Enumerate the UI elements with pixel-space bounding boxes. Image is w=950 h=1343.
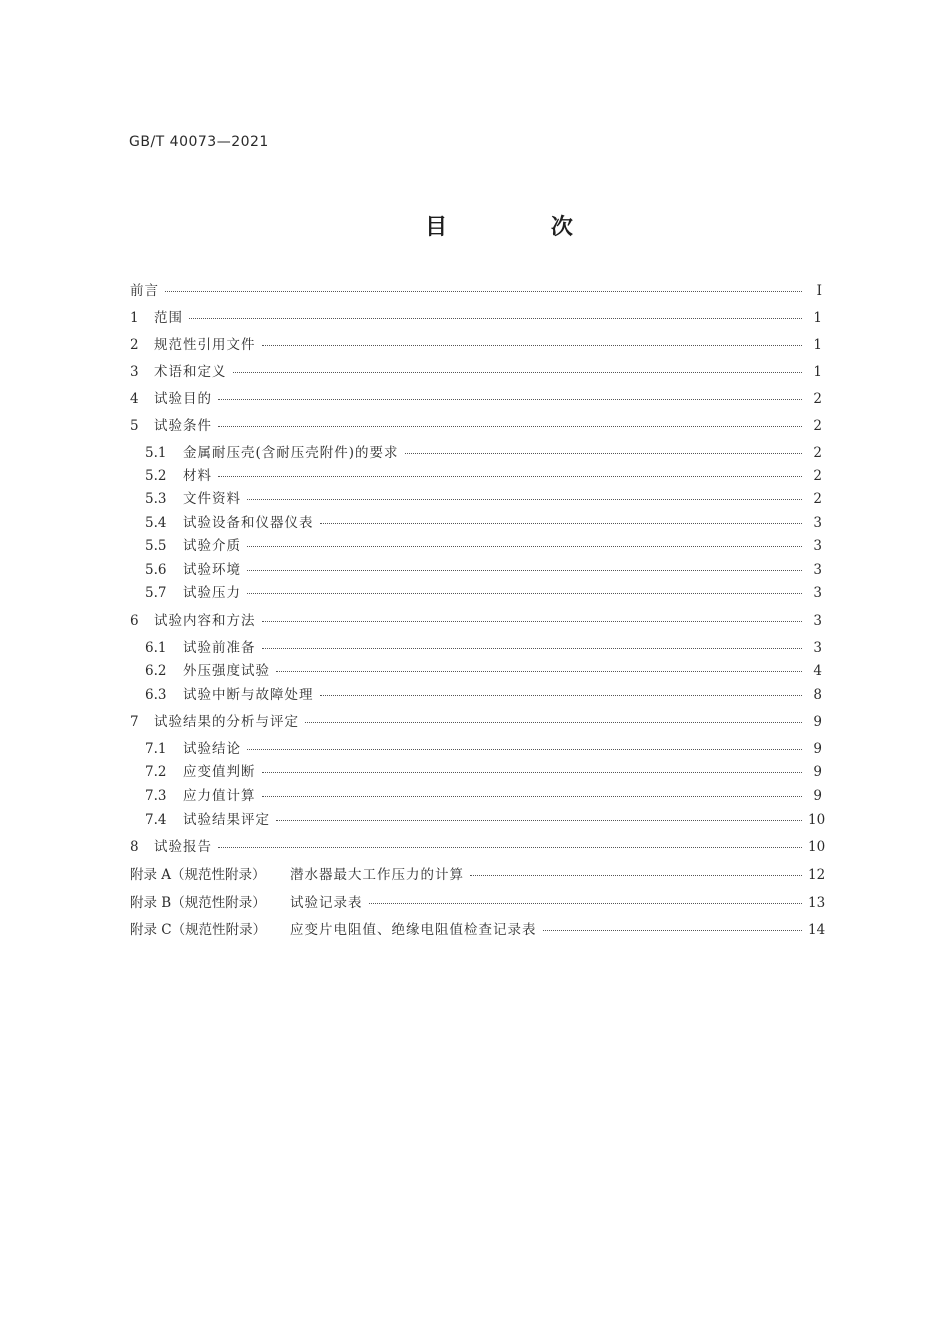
toc-entry-label: 试验中断与故障处理: [183, 687, 314, 703]
toc-entry-number: 7.4: [145, 812, 167, 828]
dot-leader: [543, 930, 803, 931]
toc-entry[interactable]: [130, 468, 822, 485]
dot-leader: [218, 399, 802, 400]
toc-entry-label: 术语和定义: [154, 364, 227, 380]
toc-entry-page: 10: [808, 839, 826, 855]
toc-entry[interactable]: [130, 764, 822, 781]
dot-leader: [218, 426, 802, 427]
table-of-contents: [130, 283, 826, 939]
dot-leader: [218, 847, 802, 848]
toc-entry-page: 1: [813, 364, 822, 380]
toc-entry-label: 试验前准备: [183, 640, 256, 656]
dot-leader: [276, 820, 802, 821]
toc-entry-page: 2: [813, 418, 822, 434]
toc-entry[interactable]: [130, 640, 822, 657]
toc-entry[interactable]: [130, 538, 822, 555]
toc-entry-number: 5.5: [145, 538, 167, 554]
toc-entry-page: 3: [813, 515, 822, 531]
toc-entry-page: 13: [808, 895, 826, 911]
dot-leader: [305, 722, 802, 723]
dot-leader: [233, 372, 803, 373]
toc-entry-number: 6: [130, 613, 139, 629]
toc-entry-page: 9: [813, 788, 822, 804]
dot-leader: [405, 453, 802, 454]
toc-entry-number: 7.3: [145, 788, 167, 804]
toc-entry[interactable]: [130, 445, 822, 462]
toc-entry-page: 3: [813, 538, 822, 554]
toc-entry-page: 3: [813, 562, 822, 578]
toc-entry-label: 试验压力: [183, 585, 241, 601]
toc-entry-label: 试验环境: [183, 562, 241, 578]
toc-entry-label: 文件资料: [183, 491, 241, 507]
page-title: 目 次: [425, 215, 621, 240]
toc-entry[interactable]: [130, 922, 826, 939]
toc-entry-label: 范围: [154, 310, 183, 326]
toc-entry[interactable]: [130, 515, 822, 532]
toc-entry-page: 3: [813, 640, 822, 656]
toc-entry-number: 附录 C（规范性附录）: [130, 922, 267, 938]
toc-entry-number: 8: [130, 839, 139, 855]
toc-entry-label: 前言: [130, 283, 159, 299]
toc-entry-page: 4: [813, 663, 822, 679]
dot-leader: [189, 318, 802, 319]
toc-entry[interactable]: [130, 562, 822, 579]
toc-entry-page: 2: [813, 491, 822, 507]
toc-entry-page: 1: [813, 337, 822, 353]
dot-leader: [262, 772, 803, 773]
toc-entry-label: 试验介质: [183, 538, 241, 554]
toc-entry[interactable]: [130, 867, 826, 884]
toc-entry-page: 10: [808, 812, 826, 828]
toc-entry[interactable]: [130, 364, 822, 381]
toc-entry-label: 应变值判断: [183, 764, 256, 780]
dot-leader: [218, 476, 802, 477]
toc-entry-number: 7: [130, 714, 139, 730]
dot-leader: [470, 875, 802, 876]
toc-entry-label: 试验结果评定: [183, 812, 270, 828]
toc-entry-page: 9: [813, 764, 822, 780]
toc-entry-label: 试验记录表: [290, 895, 363, 911]
toc-entry-number: 5.2: [145, 468, 167, 484]
toc-entry-page: 3: [813, 613, 822, 629]
toc-entry-number: 5.6: [145, 562, 167, 578]
toc-entry-number: 6.2: [145, 663, 167, 679]
toc-entry-number: 附录 A（规范性附录）: [130, 867, 266, 883]
toc-entry[interactable]: [130, 788, 822, 805]
toc-entry-label: 潜水器最大工作压力的计算: [290, 867, 464, 883]
dot-leader: [247, 593, 802, 594]
toc-entry-number: 2: [130, 337, 139, 353]
toc-entry[interactable]: [130, 839, 826, 856]
toc-entry-number: 4: [130, 391, 139, 407]
toc-entry-label: 外压强度试验: [183, 663, 270, 679]
toc-entry[interactable]: [130, 741, 822, 758]
toc-entry[interactable]: [130, 310, 822, 327]
toc-entry-label: 试验报告: [154, 839, 212, 855]
toc-entry-label: 试验条件: [154, 418, 212, 434]
toc-entry[interactable]: [130, 391, 822, 408]
toc-entry-page: 3: [813, 585, 822, 601]
toc-entry-number: 5.3: [145, 491, 167, 507]
toc-entry[interactable]: [130, 663, 822, 680]
toc-entry-number: 7.1: [145, 741, 167, 757]
toc-entry[interactable]: [130, 812, 826, 829]
toc-entry[interactable]: [130, 895, 826, 912]
toc-entry-label: 试验设备和仪器仪表: [183, 515, 314, 531]
toc-entry-label: 试验内容和方法: [154, 613, 256, 629]
toc-entry-page: 12: [808, 867, 826, 883]
dot-leader: [247, 499, 802, 500]
dot-leader: [276, 671, 802, 672]
toc-entry-number: 3: [130, 364, 139, 380]
dot-leader: [262, 796, 803, 797]
toc-entry-label: 试验结果的分析与评定: [154, 714, 299, 730]
toc-entry-number: 5.7: [145, 585, 167, 601]
toc-entry-number: 5.4: [145, 515, 167, 531]
toc-entry-number: 7.2: [145, 764, 167, 780]
toc-entry-label: 材料: [183, 468, 212, 484]
toc-entry[interactable]: [130, 613, 822, 630]
toc-entry-label: 应力值计算: [183, 788, 256, 804]
toc-entry[interactable]: [130, 418, 822, 435]
dot-leader: [369, 903, 803, 904]
toc-entry-number: 1: [130, 310, 139, 326]
toc-entry[interactable]: [130, 585, 822, 602]
toc-entry[interactable]: [130, 283, 822, 300]
toc-entry[interactable]: [130, 337, 822, 354]
toc-entry-number: 5.1: [145, 445, 167, 461]
toc-entry-page: 2: [813, 391, 822, 407]
toc-entry-number: 附录 B（规范性附录）: [130, 895, 266, 911]
toc-entry-label: 金属耐压壳(含耐压壳附件)的要求: [183, 445, 399, 461]
toc-entry-page: 2: [813, 445, 822, 461]
toc-entry[interactable]: [130, 491, 822, 508]
toc-entry[interactable]: [130, 687, 822, 704]
toc-entry-label: 试验结论: [183, 741, 241, 757]
toc-entry-page: 1: [813, 310, 822, 326]
toc-entry-label: 规范性引用文件: [154, 337, 256, 353]
dot-leader: [262, 648, 803, 649]
toc-entry-label: 应变片电阻值、绝缘电阻值检查记录表: [290, 922, 537, 938]
toc-entry-page: 9: [813, 741, 822, 757]
toc-entry-page: 2: [813, 468, 822, 484]
toc-entry-number: 6.3: [145, 687, 167, 703]
toc-entry-page: 8: [813, 687, 822, 703]
dot-leader: [320, 695, 803, 696]
toc-entry-page: 9: [813, 714, 822, 730]
dot-leader: [247, 546, 802, 547]
toc-entry-number: 6.1: [145, 640, 167, 656]
standard-code: GB/T 40073—2021: [129, 134, 269, 150]
toc-entry-number: 5: [130, 418, 139, 434]
toc-entry-page: 14: [808, 922, 826, 938]
dot-leader: [262, 345, 803, 346]
dot-leader: [247, 570, 802, 571]
dot-leader: [320, 523, 803, 524]
dot-leader: [262, 621, 803, 622]
toc-entry-label: 试验目的: [154, 391, 212, 407]
dot-leader: [165, 291, 802, 292]
toc-entry-page: Ⅰ: [816, 283, 822, 299]
dot-leader: [247, 749, 802, 750]
toc-entry[interactable]: [130, 714, 822, 731]
